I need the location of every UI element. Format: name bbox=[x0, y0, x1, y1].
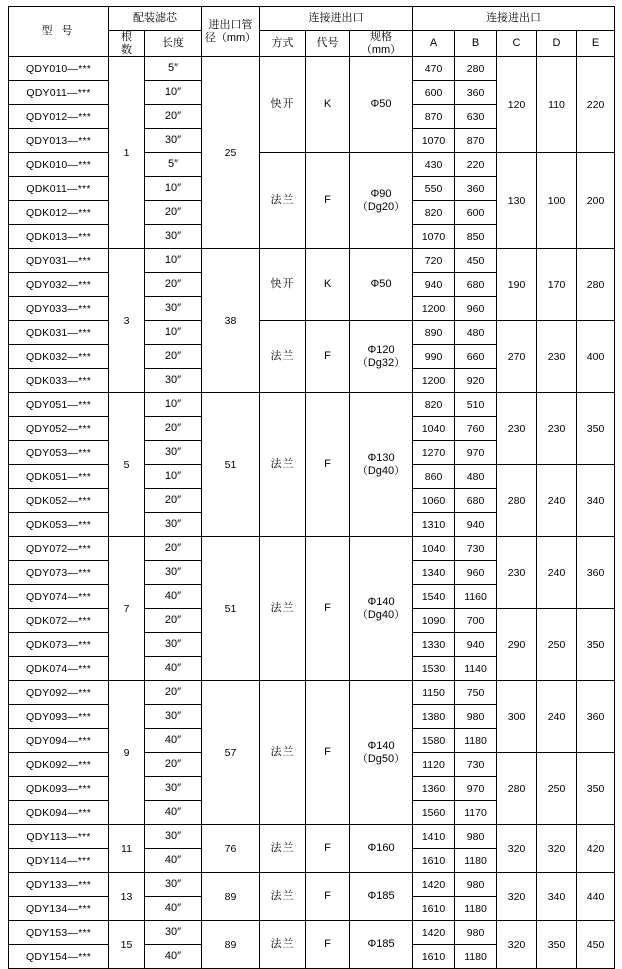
cell-length: 20″ bbox=[145, 609, 202, 633]
cell-dim-b: 980 bbox=[455, 873, 497, 897]
cell-dim-b: 220 bbox=[455, 153, 497, 177]
cell-dim-c: 320 bbox=[497, 921, 537, 969]
cell-filter-count: 1 bbox=[109, 57, 145, 249]
cell-dim-a: 1090 bbox=[413, 609, 455, 633]
cell-dim-a: 1610 bbox=[413, 945, 455, 969]
cell-filter-count: 11 bbox=[109, 825, 145, 873]
cell-code: F bbox=[306, 825, 350, 873]
cell-dim-a: 1040 bbox=[413, 537, 455, 561]
cell-spec: Φ90 （Dg20） bbox=[350, 153, 413, 249]
header-dim-d: D bbox=[537, 31, 577, 57]
table-header-row-1 bbox=[9, 7, 615, 31]
cell-model: QDK073—*** bbox=[9, 633, 109, 657]
cell-dim-b: 510 bbox=[455, 393, 497, 417]
cell-dim-c: 190 bbox=[497, 249, 537, 321]
cell-pipe-diameter: 89 bbox=[202, 873, 260, 921]
cell-code: F bbox=[306, 153, 350, 249]
cell-dim-b: 600 bbox=[455, 201, 497, 225]
cell-dim-b: 1180 bbox=[455, 849, 497, 873]
cell-dim-d: 240 bbox=[537, 465, 577, 537]
cell-length: 30″ bbox=[145, 369, 202, 393]
cell-dim-a: 1150 bbox=[413, 681, 455, 705]
cell-length: 40″ bbox=[145, 897, 202, 921]
cell-model: QDK011—*** bbox=[9, 177, 109, 201]
cell-length: 30″ bbox=[145, 225, 202, 249]
cell-spec: Φ185 bbox=[350, 873, 413, 921]
cell-length: 30″ bbox=[145, 561, 202, 585]
cell-model: QDY010—*** bbox=[9, 57, 109, 81]
cell-dim-a: 1360 bbox=[413, 777, 455, 801]
cell-dim-b: 360 bbox=[455, 177, 497, 201]
cell-dim-d: 340 bbox=[537, 873, 577, 921]
table-row bbox=[9, 681, 615, 705]
cell-length: 40″ bbox=[145, 729, 202, 753]
cell-dim-b: 980 bbox=[455, 921, 497, 945]
cell-model: QDK010—*** bbox=[9, 153, 109, 177]
cell-code: F bbox=[306, 537, 350, 681]
cell-connect-mode: 快开 bbox=[260, 249, 306, 321]
header-connect-mode: 方式 bbox=[260, 31, 306, 57]
cell-model: QDY073—*** bbox=[9, 561, 109, 585]
table-row bbox=[9, 921, 615, 945]
cell-dim-d: 100 bbox=[537, 153, 577, 249]
cell-model: QDY011—*** bbox=[9, 81, 109, 105]
cell-length: 10″ bbox=[145, 465, 202, 489]
table-row bbox=[9, 57, 615, 81]
cell-filter-count: 15 bbox=[109, 921, 145, 969]
cell-pipe-diameter: 57 bbox=[202, 681, 260, 825]
cell-code: K bbox=[306, 57, 350, 153]
cell-length: 30″ bbox=[145, 921, 202, 945]
cell-dim-b: 760 bbox=[455, 417, 497, 441]
cell-spec: Φ130 （Dg40） bbox=[350, 393, 413, 537]
cell-dim-a: 1070 bbox=[413, 225, 455, 249]
cell-connect-mode: 法兰 bbox=[260, 873, 306, 921]
cell-dim-d: 350 bbox=[537, 921, 577, 969]
cell-dim-a: 870 bbox=[413, 105, 455, 129]
table-row bbox=[9, 153, 615, 177]
cell-pipe-diameter: 25 bbox=[202, 57, 260, 249]
cell-dim-b: 1140 bbox=[455, 657, 497, 681]
cell-length: 40″ bbox=[145, 657, 202, 681]
cell-model: QDK094—*** bbox=[9, 801, 109, 825]
cell-model: QDK032—*** bbox=[9, 345, 109, 369]
cell-code: F bbox=[306, 873, 350, 921]
cell-length: 40″ bbox=[145, 585, 202, 609]
cell-model: QDY032—*** bbox=[9, 273, 109, 297]
cell-dim-a: 1410 bbox=[413, 825, 455, 849]
header-dim-e: E bbox=[577, 31, 615, 57]
cell-dim-b: 870 bbox=[455, 129, 497, 153]
cell-length: 20″ bbox=[145, 105, 202, 129]
cell-model: QDK093—*** bbox=[9, 777, 109, 801]
cell-code: F bbox=[306, 321, 350, 393]
cell-dim-b: 360 bbox=[455, 81, 497, 105]
cell-dim-e: 200 bbox=[577, 153, 615, 249]
cell-model: QDY114—*** bbox=[9, 849, 109, 873]
cell-dim-c: 270 bbox=[497, 321, 537, 393]
cell-dim-c: 280 bbox=[497, 465, 537, 537]
header-connect-inout-2: 连接进出口 bbox=[413, 7, 615, 31]
cell-length: 20″ bbox=[145, 753, 202, 777]
header-code: 代号 bbox=[306, 31, 350, 57]
cell-dim-a: 940 bbox=[413, 273, 455, 297]
cell-model: QDK051—*** bbox=[9, 465, 109, 489]
cell-length: 30″ bbox=[145, 129, 202, 153]
header-filter-group: 配装滤芯 bbox=[109, 7, 202, 31]
cell-connect-mode: 法兰 bbox=[260, 825, 306, 873]
cell-spec: Φ140 （Dg50） bbox=[350, 681, 413, 825]
cell-dim-a: 1340 bbox=[413, 561, 455, 585]
cell-dim-b: 680 bbox=[455, 273, 497, 297]
cell-dim-e: 350 bbox=[577, 393, 615, 465]
cell-filter-count: 7 bbox=[109, 537, 145, 681]
cell-dim-d: 250 bbox=[537, 609, 577, 681]
cell-model: QDK072—*** bbox=[9, 609, 109, 633]
cell-dim-b: 280 bbox=[455, 57, 497, 81]
cell-dim-c: 230 bbox=[497, 393, 537, 465]
cell-dim-a: 1200 bbox=[413, 369, 455, 393]
cell-model: QDY094—*** bbox=[9, 729, 109, 753]
cell-dim-a: 1530 bbox=[413, 657, 455, 681]
cell-dim-b: 450 bbox=[455, 249, 497, 273]
header-connect-inout-1: 连接进出口 bbox=[260, 7, 413, 31]
cell-dim-b: 480 bbox=[455, 465, 497, 489]
cell-dim-b: 700 bbox=[455, 609, 497, 633]
cell-model: QDY052—*** bbox=[9, 417, 109, 441]
table-row bbox=[9, 249, 615, 273]
cell-dim-e: 440 bbox=[577, 873, 615, 921]
cell-dim-e: 280 bbox=[577, 249, 615, 321]
cell-dim-b: 960 bbox=[455, 297, 497, 321]
cell-length: 30″ bbox=[145, 441, 202, 465]
header-pipe-diameter: 进出口管 径（mm） bbox=[202, 7, 260, 57]
cell-model: QDK033—*** bbox=[9, 369, 109, 393]
cell-dim-a: 1270 bbox=[413, 441, 455, 465]
cell-model: QDY134—*** bbox=[9, 897, 109, 921]
cell-model: QDY153—*** bbox=[9, 921, 109, 945]
cell-length: 30″ bbox=[145, 873, 202, 897]
cell-connect-mode: 法兰 bbox=[260, 681, 306, 825]
cell-dim-b: 730 bbox=[455, 753, 497, 777]
cell-dim-a: 1380 bbox=[413, 705, 455, 729]
cell-dim-b: 960 bbox=[455, 561, 497, 585]
cell-dim-c: 320 bbox=[497, 825, 537, 873]
cell-dim-e: 400 bbox=[577, 321, 615, 393]
cell-dim-a: 1040 bbox=[413, 417, 455, 441]
cell-filter-count: 9 bbox=[109, 681, 145, 825]
specification-table bbox=[8, 6, 615, 969]
cell-length: 10″ bbox=[145, 321, 202, 345]
header-dim-a: A bbox=[413, 31, 455, 57]
cell-code: F bbox=[306, 681, 350, 825]
cell-dim-a: 1330 bbox=[413, 633, 455, 657]
cell-dim-a: 1420 bbox=[413, 873, 455, 897]
cell-connect-mode: 法兰 bbox=[260, 153, 306, 249]
cell-code: K bbox=[306, 249, 350, 321]
cell-dim-a: 1060 bbox=[413, 489, 455, 513]
cell-length: 20″ bbox=[145, 273, 202, 297]
cell-dim-b: 980 bbox=[455, 825, 497, 849]
cell-pipe-diameter: 51 bbox=[202, 393, 260, 537]
cell-dim-a: 820 bbox=[413, 201, 455, 225]
cell-dim-a: 720 bbox=[413, 249, 455, 273]
cell-dim-b: 970 bbox=[455, 441, 497, 465]
cell-connect-mode: 法兰 bbox=[260, 537, 306, 681]
cell-dim-c: 130 bbox=[497, 153, 537, 249]
table-row bbox=[9, 393, 615, 417]
cell-dim-b: 850 bbox=[455, 225, 497, 249]
cell-dim-b: 940 bbox=[455, 633, 497, 657]
cell-dim-a: 1540 bbox=[413, 585, 455, 609]
cell-dim-b: 1180 bbox=[455, 729, 497, 753]
header-filter-count: 根 数 bbox=[109, 31, 145, 57]
cell-model: QDY093—*** bbox=[9, 705, 109, 729]
cell-dim-e: 420 bbox=[577, 825, 615, 873]
cell-dim-a: 1070 bbox=[413, 129, 455, 153]
cell-pipe-diameter: 89 bbox=[202, 921, 260, 969]
cell-dim-d: 240 bbox=[537, 681, 577, 753]
header-filter-length: 长度 bbox=[145, 31, 202, 57]
cell-dim-e: 360 bbox=[577, 681, 615, 753]
cell-model: QDY013—*** bbox=[9, 129, 109, 153]
cell-dim-a: 1610 bbox=[413, 849, 455, 873]
cell-length: 30″ bbox=[145, 777, 202, 801]
table-row bbox=[9, 321, 615, 345]
cell-dim-a: 860 bbox=[413, 465, 455, 489]
cell-dim-b: 750 bbox=[455, 681, 497, 705]
cell-length: 5″ bbox=[145, 57, 202, 81]
cell-length: 40″ bbox=[145, 849, 202, 873]
cell-length: 40″ bbox=[145, 945, 202, 969]
table-row bbox=[9, 825, 615, 849]
cell-dim-b: 660 bbox=[455, 345, 497, 369]
cell-dim-a: 990 bbox=[413, 345, 455, 369]
cell-filter-count: 3 bbox=[109, 249, 145, 393]
cell-connect-mode: 快开 bbox=[260, 57, 306, 153]
cell-dim-a: 820 bbox=[413, 393, 455, 417]
cell-connect-mode: 法兰 bbox=[260, 321, 306, 393]
cell-dim-b: 1180 bbox=[455, 945, 497, 969]
cell-spec: Φ140 （Dg40） bbox=[350, 537, 413, 681]
header-model: 型 号 bbox=[9, 7, 109, 57]
cell-dim-b: 730 bbox=[455, 537, 497, 561]
cell-code: F bbox=[306, 921, 350, 969]
cell-model: QDK053—*** bbox=[9, 513, 109, 537]
cell-dim-a: 1420 bbox=[413, 921, 455, 945]
cell-spec: Φ160 bbox=[350, 825, 413, 873]
cell-length: 10″ bbox=[145, 81, 202, 105]
cell-connect-mode: 法兰 bbox=[260, 393, 306, 537]
cell-length: 10″ bbox=[145, 177, 202, 201]
cell-length: 20″ bbox=[145, 345, 202, 369]
cell-model: QDY051—*** bbox=[9, 393, 109, 417]
cell-length: 20″ bbox=[145, 681, 202, 705]
cell-model: QDY053—*** bbox=[9, 441, 109, 465]
cell-dim-a: 1560 bbox=[413, 801, 455, 825]
cell-dim-e: 360 bbox=[577, 537, 615, 609]
cell-length: 10″ bbox=[145, 393, 202, 417]
cell-dim-e: 450 bbox=[577, 921, 615, 969]
cell-model: QDK074—*** bbox=[9, 657, 109, 681]
cell-dim-c: 300 bbox=[497, 681, 537, 753]
cell-dim-a: 1200 bbox=[413, 297, 455, 321]
cell-dim-c: 320 bbox=[497, 873, 537, 921]
cell-spec: Φ185 bbox=[350, 921, 413, 969]
cell-length: 30″ bbox=[145, 513, 202, 537]
cell-dim-d: 240 bbox=[537, 537, 577, 609]
cell-model: QDK052—*** bbox=[9, 489, 109, 513]
cell-model: QDY074—*** bbox=[9, 585, 109, 609]
cell-dim-e: 350 bbox=[577, 753, 615, 825]
cell-dim-b: 940 bbox=[455, 513, 497, 537]
cell-dim-d: 320 bbox=[537, 825, 577, 873]
header-spec: 规格 （mm） bbox=[350, 31, 413, 57]
cell-dim-e: 220 bbox=[577, 57, 615, 153]
cell-dim-b: 480 bbox=[455, 321, 497, 345]
cell-dim-d: 230 bbox=[537, 393, 577, 465]
cell-length: 20″ bbox=[145, 537, 202, 561]
cell-dim-a: 1310 bbox=[413, 513, 455, 537]
cell-length: 20″ bbox=[145, 201, 202, 225]
cell-dim-c: 290 bbox=[497, 609, 537, 681]
cell-code: F bbox=[306, 393, 350, 537]
cell-spec: Φ50 bbox=[350, 57, 413, 153]
cell-filter-count: 13 bbox=[109, 873, 145, 921]
cell-spec: Φ50 bbox=[350, 249, 413, 321]
cell-model: QDY072—*** bbox=[9, 537, 109, 561]
cell-connect-mode: 法兰 bbox=[260, 921, 306, 969]
cell-dim-a: 1580 bbox=[413, 729, 455, 753]
cell-dim-a: 890 bbox=[413, 321, 455, 345]
cell-length: 20″ bbox=[145, 417, 202, 441]
cell-length: 5″ bbox=[145, 153, 202, 177]
header-dim-c: C bbox=[497, 31, 537, 57]
cell-dim-b: 970 bbox=[455, 777, 497, 801]
cell-dim-b: 630 bbox=[455, 105, 497, 129]
cell-dim-b: 980 bbox=[455, 705, 497, 729]
cell-length: 10″ bbox=[145, 249, 202, 273]
cell-dim-d: 110 bbox=[537, 57, 577, 153]
cell-length: 30″ bbox=[145, 705, 202, 729]
cell-dim-d: 250 bbox=[537, 753, 577, 825]
cell-dim-b: 1160 bbox=[455, 585, 497, 609]
cell-model: QDY154—*** bbox=[9, 945, 109, 969]
cell-model: QDY133—*** bbox=[9, 873, 109, 897]
cell-length: 20″ bbox=[145, 489, 202, 513]
cell-model: QDK013—*** bbox=[9, 225, 109, 249]
cell-dim-b: 920 bbox=[455, 369, 497, 393]
cell-dim-a: 600 bbox=[413, 81, 455, 105]
table-row bbox=[9, 537, 615, 561]
cell-dim-c: 280 bbox=[497, 753, 537, 825]
cell-dim-a: 550 bbox=[413, 177, 455, 201]
cell-model: QDY031—*** bbox=[9, 249, 109, 273]
cell-dim-b: 1180 bbox=[455, 897, 497, 921]
cell-dim-a: 430 bbox=[413, 153, 455, 177]
cell-length: 30″ bbox=[145, 297, 202, 321]
cell-dim-c: 230 bbox=[497, 537, 537, 609]
cell-length: 30″ bbox=[145, 825, 202, 849]
cell-filter-count: 5 bbox=[109, 393, 145, 537]
cell-dim-b: 680 bbox=[455, 489, 497, 513]
cell-pipe-diameter: 38 bbox=[202, 249, 260, 393]
cell-length: 30″ bbox=[145, 633, 202, 657]
cell-spec: Φ120 （Dg32） bbox=[350, 321, 413, 393]
cell-model: QDY113—*** bbox=[9, 825, 109, 849]
cell-dim-b: 1170 bbox=[455, 801, 497, 825]
cell-pipe-diameter: 51 bbox=[202, 537, 260, 681]
cell-dim-e: 340 bbox=[577, 465, 615, 537]
cell-model: QDY012—*** bbox=[9, 105, 109, 129]
cell-dim-d: 170 bbox=[537, 249, 577, 321]
cell-dim-a: 470 bbox=[413, 57, 455, 81]
cell-dim-c: 120 bbox=[497, 57, 537, 153]
table-row bbox=[9, 873, 615, 897]
cell-model: QDK012—*** bbox=[9, 201, 109, 225]
header-dim-b: B bbox=[455, 31, 497, 57]
cell-dim-e: 350 bbox=[577, 609, 615, 681]
cell-model: QDK031—*** bbox=[9, 321, 109, 345]
cell-model: QDK092—*** bbox=[9, 753, 109, 777]
cell-pipe-diameter: 76 bbox=[202, 825, 260, 873]
cell-dim-a: 1120 bbox=[413, 753, 455, 777]
cell-dim-a: 1610 bbox=[413, 897, 455, 921]
cell-model: QDY033—*** bbox=[9, 297, 109, 321]
cell-model: QDY092—*** bbox=[9, 681, 109, 705]
cell-length: 40″ bbox=[145, 801, 202, 825]
cell-dim-d: 230 bbox=[537, 321, 577, 393]
